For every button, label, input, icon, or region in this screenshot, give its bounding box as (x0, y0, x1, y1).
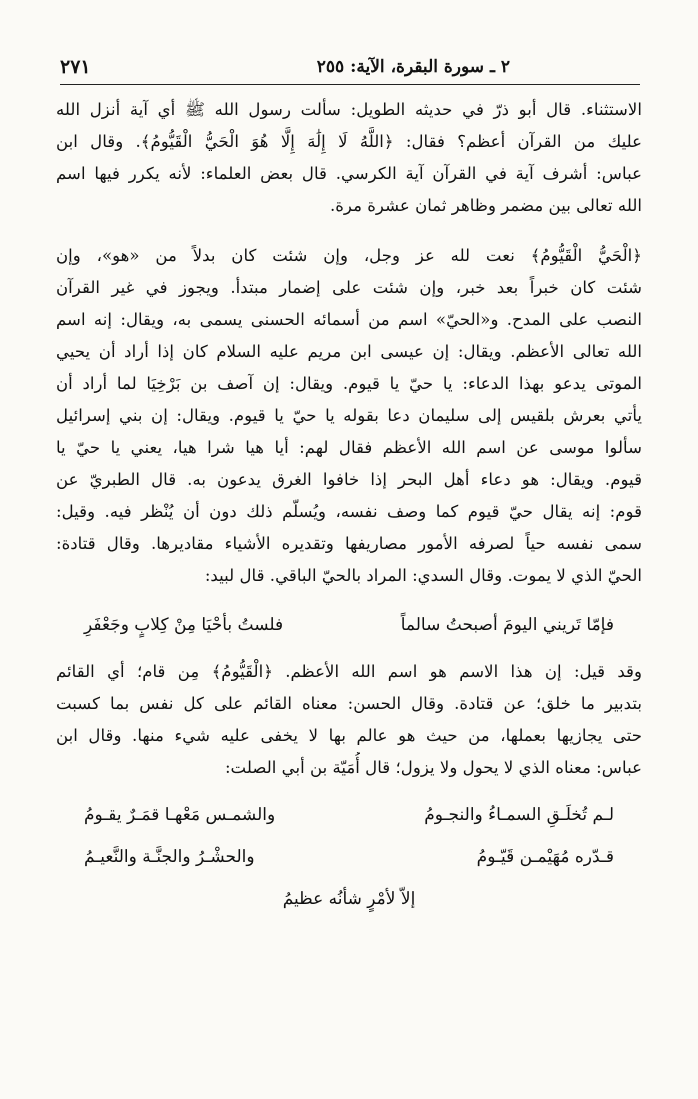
text-line: سمى نفسه حياً لصرفه الأمور مصاريفها وتقديره الأشياء مقاديرها. وقال قتادة: (56, 534, 642, 553)
poem-line-2 (56, 836, 642, 878)
page-header (60, 50, 640, 85)
text-line: شئت كان خبراً بعد خبر، وإن شئت على إضمار مبتدأ. ويجوز في غير القرآن (56, 278, 642, 297)
text-line: الاستثناء. قال أبو ذرّ في حديثه الطويل: سألت رسول الله ﷺ أي آية أنزل الله (56, 100, 642, 119)
text-line: عباس: معناه الذي لا يحول ولا يزول؛ قال أُمَيّة بن أبي الصلت: (224, 758, 642, 777)
running-title: ٢ ـ سورة البقرة، الآية: ٢٥٥ (316, 57, 510, 77)
paragraph-3 (56, 656, 642, 784)
text-line: وقد قيل: إن هذا الاسم هو اسم الله الأعظم. ﴿الْقَيُّومُ﴾ مِن قام؛ أي القائم (56, 662, 642, 681)
paragraph-1 (56, 94, 642, 222)
text-line: قوم: إنه يقال حيّ قيوم كما وصف نفسه، ويُسلّم ذلك دون أن يُنْظر فيه. وقيل: (56, 502, 642, 521)
hemistich-second: فلستُ بأحْيَا مِنْ كِلابٍ وجَعْفَرِ (84, 615, 284, 635)
text-line: الموتى يدعو بهذا الدعاء: يا حيّ يا قيوم. ويقال: إن آصف بن بَرْخِيَا لما أراد أن (56, 374, 642, 393)
verse-lubaid (56, 604, 642, 646)
text-line: يأتي بعرش بلقيس إلى سليمان دعا بقوله يا حيّ يا قيوم. ويقال: إن بني إسرائيل (56, 406, 642, 425)
page-body (56, 94, 642, 920)
hemistich-first: فإمّا تَريني اليومَ أصبحتُ سالماً (400, 615, 614, 635)
page-number: ٢٧١ (60, 56, 91, 78)
hemistich-second: والحشْـرُ والجنَّـة والنَّعيـمُ (84, 847, 255, 867)
text-line: الله تعالى بين مضمر وظاهر ثمان عشرة مرة. (329, 196, 642, 215)
text-line: عباس: أشرف آية في القرآن آية الكرسي. قال بعض العلماء: لأنه يكرر فيها اسم (56, 164, 642, 183)
text-line: الله تعالى الأعظم. ويقال: إن عيسى ابن مريم عليه السلام كان إذا أراد أن يحيي (56, 342, 642, 361)
poem-line-3 (56, 878, 642, 920)
text-line: الحيّ الذي لا يموت. وقال السدي: المراد بالحيّ الباقي. قال لبيد: (204, 566, 642, 585)
text-line: النصب على المدح. و«الحيّ» اسم من أسمائه الحسنى يسمى به، ويقال: إنه اسم (56, 310, 642, 329)
text-line: قيوم. ويقال: هو دعاء أهل البحر إذا خافوا الغرق يدعون به. قال الطبريّ عن (56, 470, 642, 489)
hemistich-first: قـدّره مُهَيْمـن قَيّـومُ (476, 847, 614, 867)
text-line: عليك من القرآن أعظم؟ فقال: ﴿اللَّهُ لَا إِلَٰهَ إِلَّا هُوَ الْحَيُّ الْقَيُّومُ﴾. وقال ابن (56, 132, 642, 151)
poem-line-1 (56, 794, 642, 836)
hemistich-second: والشمـس مَعْهـا قمَـرٌ يقـومُ (84, 805, 276, 825)
paragraph-2 (56, 240, 642, 592)
text-line: بتدبير ما خلق؛ عن قتادة. وقال الحسن: معناه القائم على كل نفس بما كسبت (56, 694, 642, 713)
hemistich-single: إلاّ لأمْرٍ شأنُه عظيمُ (282, 889, 416, 909)
text-line: سألوا موسى عن اسم الله الأعظم فقال لهم: أيا هيا شرا هيا، يعني يا حيّ يا (56, 438, 642, 457)
text-line: حتى يجازيها بعملها، من حيث هو عالم بها لا يخفى عليه شيء منها. وقال ابن (56, 726, 642, 745)
text-line: ﴿الْحَيُّ الْقَيُّومُ﴾ نعت لله عز وجل، وإن شئت كان بدلاً من «هو»، وإن (56, 246, 642, 265)
hemistich-first: لـم تُخلَـقِ السمـاءُ والنجـومُ (424, 805, 614, 825)
